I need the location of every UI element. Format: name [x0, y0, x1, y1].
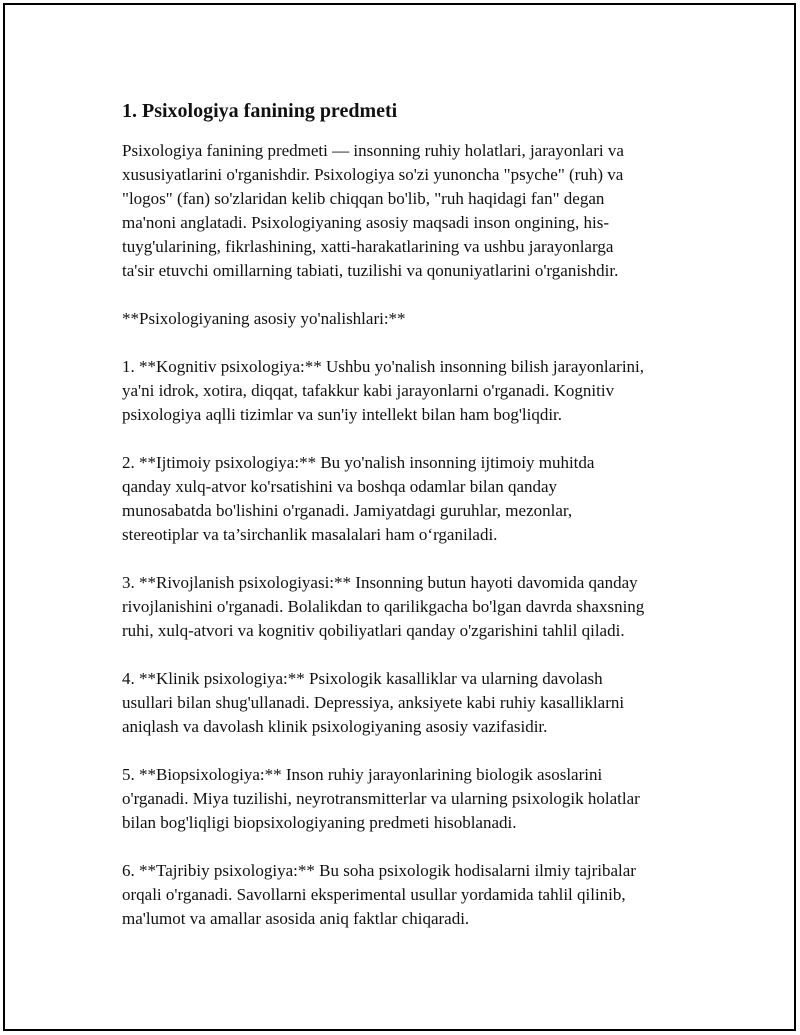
clinical-psychology-paragraph: 4. **Klinik psixologiya:** Psixologik kasalliklar va ularning davolash usullari bilan shug'ullanadi. Depressiya, anksiyete kabi ruhiy kasalliklarni aniqlash va davolash klinik psixologiyaning asosiy vazifasidir.: [122, 669, 625, 736]
document-body: [122, 97, 702, 931]
page-frame: [3, 3, 796, 1031]
document-title: 1. Psixologiya fanining predmeti: [122, 100, 398, 122]
cognitive-psychology-paragraph: 1. **Kognitiv psixologiya:** Ushbu yo'nalish insonning bilish jarayonlarini, ya'ni idrok, xotira, diqqat, tafakkur kabi jarayonlarni o'rganadi. Kognitiv psixologiya aqlli tizimlar va sun'iy intellekt bilan ham bog'liqdir.: [122, 357, 645, 424]
intro-paragraph: Psixologiya fanining predmeti — insonning ruhiy holatlari, jarayonlari va xususiyatlarini o'rganishdir. Psixologiya so'zi yunoncha "psyche" (ruh) va "logos" (fan) so'zlaridan kelib chiqqan bo'lib, "ruh haqidagi fan" degan ma'noni anglatadi. Psixologiyaning asosiy maqsadi inson ongining, his- tuyg'ularining, fikrlashining, xatti-harakatlarining va ushbu jarayonlarga ta'sir etuvchi omillarning tabiati, tuzilishi va qonuniyatlarini o'rganishdir.: [122, 141, 624, 280]
developmental-psychology-paragraph: 3. **Rivojlanish psixologiyasi:** Insonning butun hayoti davomida qanday rivojlanishini o'rganadi. Bolalikdan to qarilikgacha bo'lgan davrda shaxsning ruhi, xulq-atvori va kognitiv qobiliyatlari qanday o'zgarishini tahlil qiladi.: [122, 573, 645, 640]
experimental-psychology-paragraph: 6. **Tajribiy psixologiya:** Bu soha psixologik hodisalarni ilmiy tajribalar orqali o'rganadi. Savollarni eksperimental usullar yordamida tahlil qilinib, ma'lumot va amallar asosida aniq faktlar chiqaradi.: [122, 861, 636, 928]
social-psychology-paragraph: 2. **Ijtimoiy psixologiya:** Bu yo'nalish insonning ijtimoiy muhitda qanday xulq-atvor ko'rsatishini va boshqa odamlar bilan qanday munosabatda bo'lishini o'rganadi. Jamiyatdagi guruhlar, mezonlar, stereotiplar va ta’sirchanlik masalalari ham o‘rganiladi.: [122, 453, 595, 544]
biopsychology-paragraph: 5. **Biopsixologiya:** Inson ruhiy jarayonlarining biologik asoslarini o'rganadi. Miya tuzilishi, neyrotransmitterlar va ularning psixologik holatlar bilan bog'liqligi biopsixologiyaning predmeti hisoblanadi.: [122, 765, 640, 832]
directions-heading: **Psixologiyaning asosiy yo'nalishlari:**: [122, 309, 406, 328]
